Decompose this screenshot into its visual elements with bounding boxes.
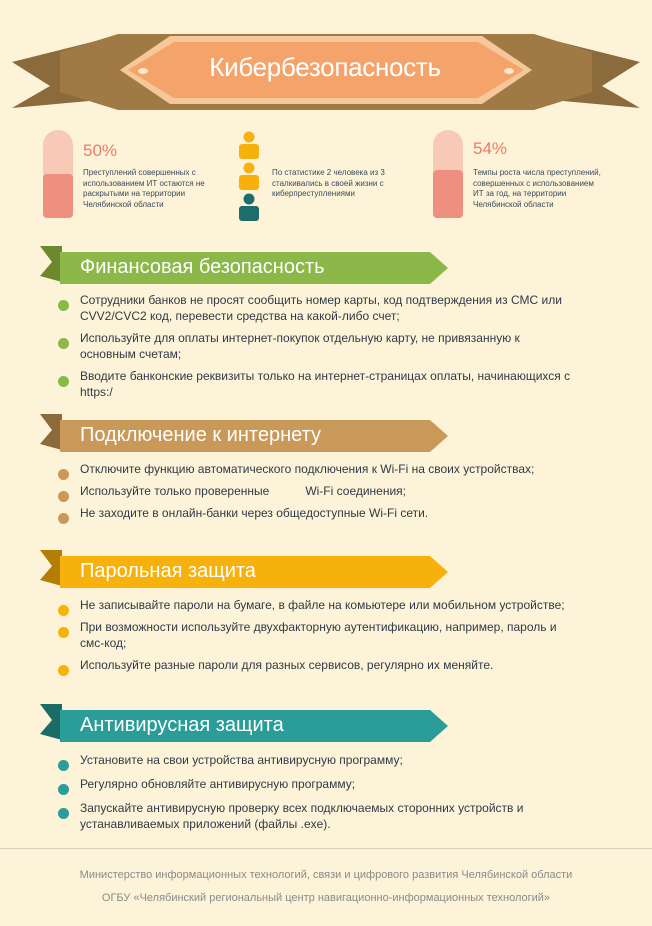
- person-icon: [239, 132, 259, 160]
- list-item: При возможности используйте двухфакторную аутентификацию, например, пароль и смс-код;: [58, 619, 578, 651]
- stat-tube-1: [43, 130, 73, 218]
- footer-divider: [0, 848, 652, 849]
- list-item: Отключите функцию автоматического подключения к Wi-Fi на своих устройствах;: [58, 461, 578, 477]
- section-ribbon-password: [0, 550, 460, 590]
- person-icon: [239, 194, 259, 222]
- person-icon: [239, 163, 259, 191]
- list-item: Запускайте антивирусную проверку всех подключаемых сторонних устройств и устанавливаемых приложений (файлы .exe).: [58, 800, 578, 832]
- list-item: Используйте только проверенные Wi-Fi соединения;: [58, 483, 578, 499]
- list-item: Сотрудники банков не просят сообщить номер карты, код подтверждения из СМС или CVV2/CVC2 код, перевести средства на какой-либо счет;: [58, 292, 578, 324]
- list-item: Установите на свои устройства антивирусную программу;: [58, 752, 578, 768]
- list-item: Используйте для оплаты интернет-покупок отдельную карту, не привязанную к основным счетам;: [58, 330, 578, 362]
- title-banner: [0, 0, 652, 140]
- stat-desc-3: Темпы роста числа преступлений, совершенных с использованием ИТ за год, на территории Челябинской области: [473, 168, 601, 209]
- section-title: Финансовая безопасность: [80, 256, 325, 278]
- person-icon-group: [236, 131, 262, 221]
- list-item: Вводите банконские реквизиты только на интернет-страницах оплаты, начинающихся с https:/: [58, 368, 578, 400]
- stat-percent-3: 54%: [473, 139, 508, 158]
- bullet-list-internet: [58, 461, 578, 527]
- stat-tube-3: [433, 130, 463, 218]
- stat-percent-1: 50%: [83, 141, 118, 160]
- section-ribbon-finance: [0, 246, 460, 286]
- section-title: Подключение к интернету: [80, 424, 321, 446]
- bullet-list-finance: [58, 292, 578, 406]
- section-ribbon-antivirus: [0, 704, 460, 744]
- stat-desc-1: Преступлений совершенных с использованием ИТ остаются не раскрытыми на территории Челябинской области: [83, 168, 205, 209]
- list-item: Регулярно обновляйте антивирусную программу;: [58, 776, 578, 792]
- section-ribbon-internet: [0, 414, 460, 454]
- section-title: Парольная защита: [80, 560, 256, 582]
- footer-line-2: ОГБУ «Челябинский региональный центр навигационно-информационных технологий»: [101, 892, 551, 904]
- section-title: Антивирусная защита: [80, 714, 284, 736]
- list-item: Не заходите в онлайн-банки через общедоступные Wi-Fi сети.: [58, 505, 578, 521]
- page-title: Кибербезопасность: [209, 52, 441, 82]
- bullet-list-password: [58, 597, 578, 679]
- footer-line-1: Министерство информационных технологий, связи и цифрового развития Челябинской области: [79, 869, 573, 881]
- list-item: Используйте разные пароли для разных сервисов, регулярно их меняйте.: [58, 657, 578, 673]
- bullet-list-antivirus: [58, 752, 578, 838]
- people-icons: [236, 131, 262, 221]
- list-item: Не записывайте пароли на бумаге, в файле на комьютере или мобильном устройстве;: [58, 597, 578, 613]
- stat-desc-2: По статистике 2 человека из 3 сталкивались в своей жизни с киберпреступлениями: [272, 168, 385, 198]
